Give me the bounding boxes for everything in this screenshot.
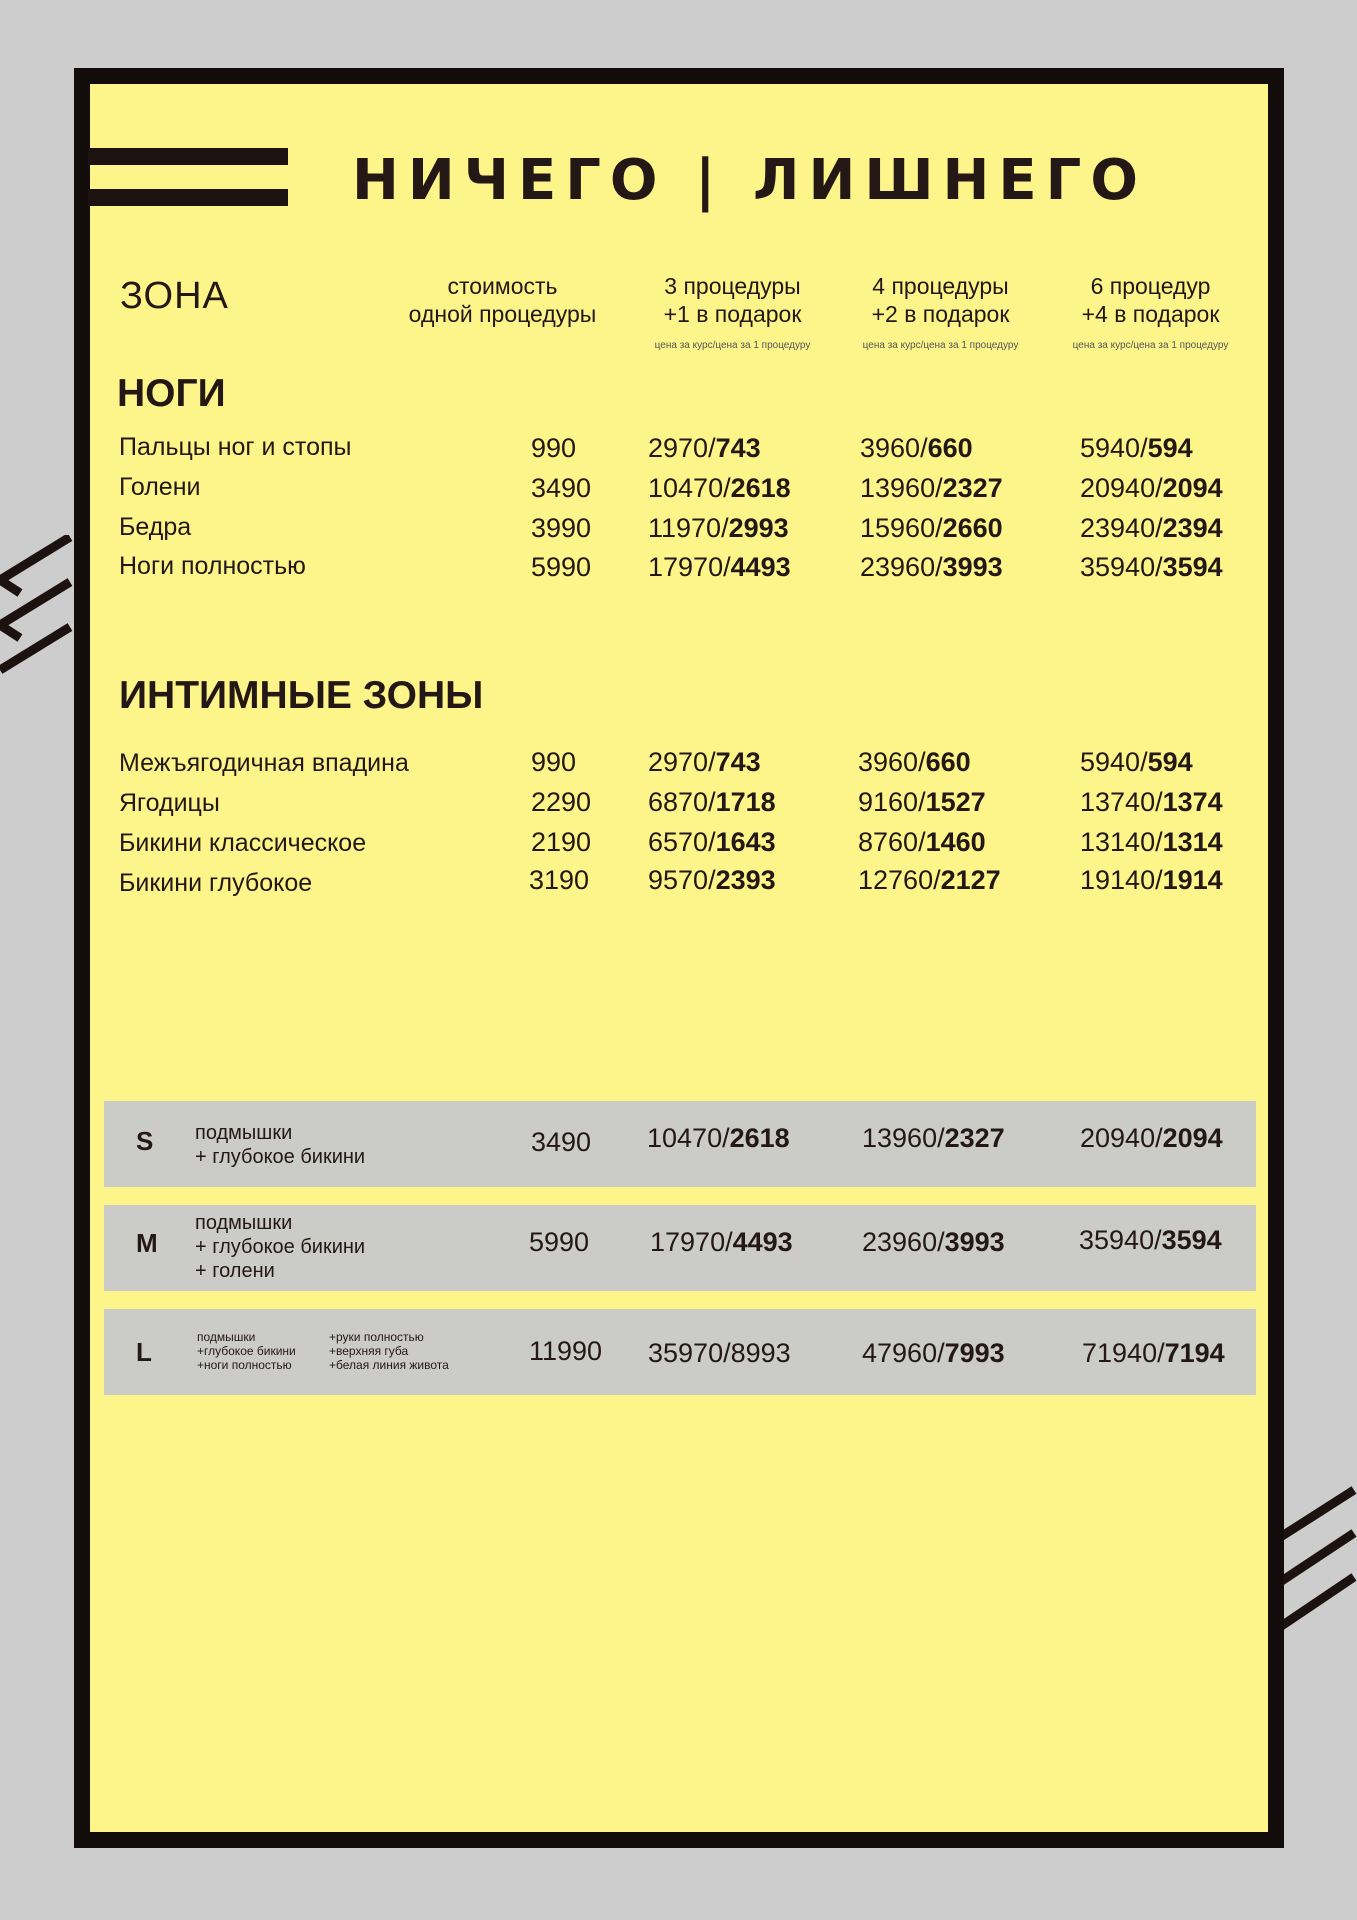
price-single: 3990 xyxy=(531,513,592,543)
column-header-line: одной процедуры xyxy=(408,301,597,327)
price-course-4: 13960/2327 xyxy=(860,473,1003,503)
price-course-3: 10470/2618 xyxy=(647,1123,790,1153)
column-header-line: 3 процедуры xyxy=(664,273,801,299)
price-single: 5990 xyxy=(529,1227,590,1257)
price-course-4: 13960/2327 xyxy=(862,1123,1005,1153)
price-course-4: 12760/2127 xyxy=(858,865,1001,895)
price-course-6: 71940/7194 xyxy=(1082,1338,1225,1368)
price-course-4: 3960/660 xyxy=(858,747,971,777)
package-size: S xyxy=(136,1126,154,1156)
price-course-4: 47960/7993 xyxy=(862,1338,1005,1368)
price-course-4: 8760/1460 xyxy=(858,827,986,857)
price-single: 3190 xyxy=(529,865,590,895)
zone-name: Бикини классическое xyxy=(119,829,367,857)
price-course-3: 6870/1718 xyxy=(648,787,776,817)
column-header-line: 4 процедуры xyxy=(872,273,1009,299)
column-header-4 xyxy=(838,272,1043,360)
package-line: +руки полностью xyxy=(329,1330,424,1344)
price-course-3: 10470/2618 xyxy=(648,473,791,503)
zone-heading: ЗОНА xyxy=(120,275,229,317)
package-line: + глубокое бикини xyxy=(195,1236,366,1258)
price-course-3: 6570/1643 xyxy=(648,827,776,857)
price-single: 5990 xyxy=(531,552,592,582)
column-header-note: цена за курс/цена за 1 процедуру xyxy=(862,340,1019,351)
column-header-line: +1 в подарок xyxy=(663,301,802,327)
package-description xyxy=(195,1211,365,1283)
price-course-4: 3960/660 xyxy=(860,433,973,463)
column-header-line: стоимость xyxy=(447,273,558,299)
price-single: 990 xyxy=(531,433,577,463)
page-title: НИЧЕГО | ЛИШНЕГО xyxy=(352,148,1147,213)
column-header-single xyxy=(380,272,625,328)
price-single: 2190 xyxy=(531,827,592,857)
price-course-6: 19140/1914 xyxy=(1080,865,1223,895)
package-line: подмышки xyxy=(197,1330,256,1344)
price-single: 3490 xyxy=(531,1127,592,1157)
price-course-6: 13140/1314 xyxy=(1080,827,1223,857)
package-line: + глубокое бикини xyxy=(195,1146,366,1168)
price-course-3: 11970/2993 xyxy=(648,513,789,543)
section-title-legs: НОГИ xyxy=(117,372,226,415)
chevron-decoration-left xyxy=(0,535,80,685)
package-description-col2 xyxy=(329,1330,449,1372)
package-size: L xyxy=(136,1337,152,1367)
decorative-stripe-top xyxy=(88,148,288,165)
section-title-intimate: ИНТИМНЫЕ ЗОНЫ xyxy=(119,674,484,717)
column-header-6 xyxy=(1048,272,1253,360)
column-header-note: цена за курс/цена за 1 процедуру xyxy=(1072,340,1229,351)
price-course-6: 20940/2094 xyxy=(1080,1123,1223,1153)
price-course-3: 17970/4493 xyxy=(650,1227,793,1257)
price-single: 2290 xyxy=(531,787,592,817)
price-course-3: 2970/743 xyxy=(648,747,761,777)
price-course-6: 35940/3594 xyxy=(1080,552,1223,582)
price-course-3: 2970/743 xyxy=(648,433,761,463)
package-line: +верхняя губа xyxy=(329,1344,409,1358)
package-description-col1 xyxy=(197,1330,296,1372)
column-header-line: +2 в подарок xyxy=(871,301,1010,327)
price-course-4: 23960/3993 xyxy=(860,552,1003,582)
price-single: 3490 xyxy=(531,473,592,503)
price-single: 11990 xyxy=(529,1336,603,1366)
price-course-6: 5940/594 xyxy=(1080,433,1193,463)
price-course-6: 20940/2094 xyxy=(1080,473,1223,503)
package-line: подмышки xyxy=(195,1212,293,1234)
package-line: подмышки xyxy=(195,1122,293,1144)
zone-name: Ноги полностью xyxy=(119,552,306,580)
zone-name: Пальцы ног и стопы xyxy=(119,433,352,461)
price-course-3: 35970/8993 xyxy=(648,1338,791,1368)
price-course-6: 5940/594 xyxy=(1080,747,1193,777)
price-course-6: 13740/1374 xyxy=(1080,787,1223,817)
price-course-3: 9570/2393 xyxy=(648,865,776,895)
price-course-3: 17970/4493 xyxy=(648,552,791,582)
column-header-3 xyxy=(630,272,835,360)
column-header-line: 6 процедур xyxy=(1090,273,1211,299)
package-line: +ноги полностью xyxy=(197,1358,292,1372)
package-size: M xyxy=(136,1228,158,1258)
package-line: +белая линия живота xyxy=(329,1358,449,1372)
zone-name: Бикини глубокое xyxy=(119,869,313,897)
package-description xyxy=(195,1121,365,1169)
price-course-4: 9160/1527 xyxy=(858,787,986,817)
price-single: 990 xyxy=(531,747,577,777)
price-course-4: 15960/2660 xyxy=(860,513,1003,543)
package-line: +глубокое бикини xyxy=(197,1344,296,1358)
zone-name: Бедра xyxy=(119,513,192,541)
column-header-note: цена за курс/цена за 1 процедуру xyxy=(654,340,811,351)
column-header-line: +4 в подарок xyxy=(1081,301,1220,327)
decorative-stripe-bottom xyxy=(88,189,288,206)
price-course-4: 23960/3993 xyxy=(862,1227,1005,1257)
zone-name: Голени xyxy=(119,473,201,501)
price-course-6: 35940/3594 xyxy=(1079,1225,1222,1255)
package-line: + голени xyxy=(195,1260,275,1282)
price-course-6: 23940/2394 xyxy=(1080,513,1223,543)
zone-name: Межъягодичная впадина xyxy=(119,749,409,777)
zone-name: Ягодицы xyxy=(119,789,220,817)
